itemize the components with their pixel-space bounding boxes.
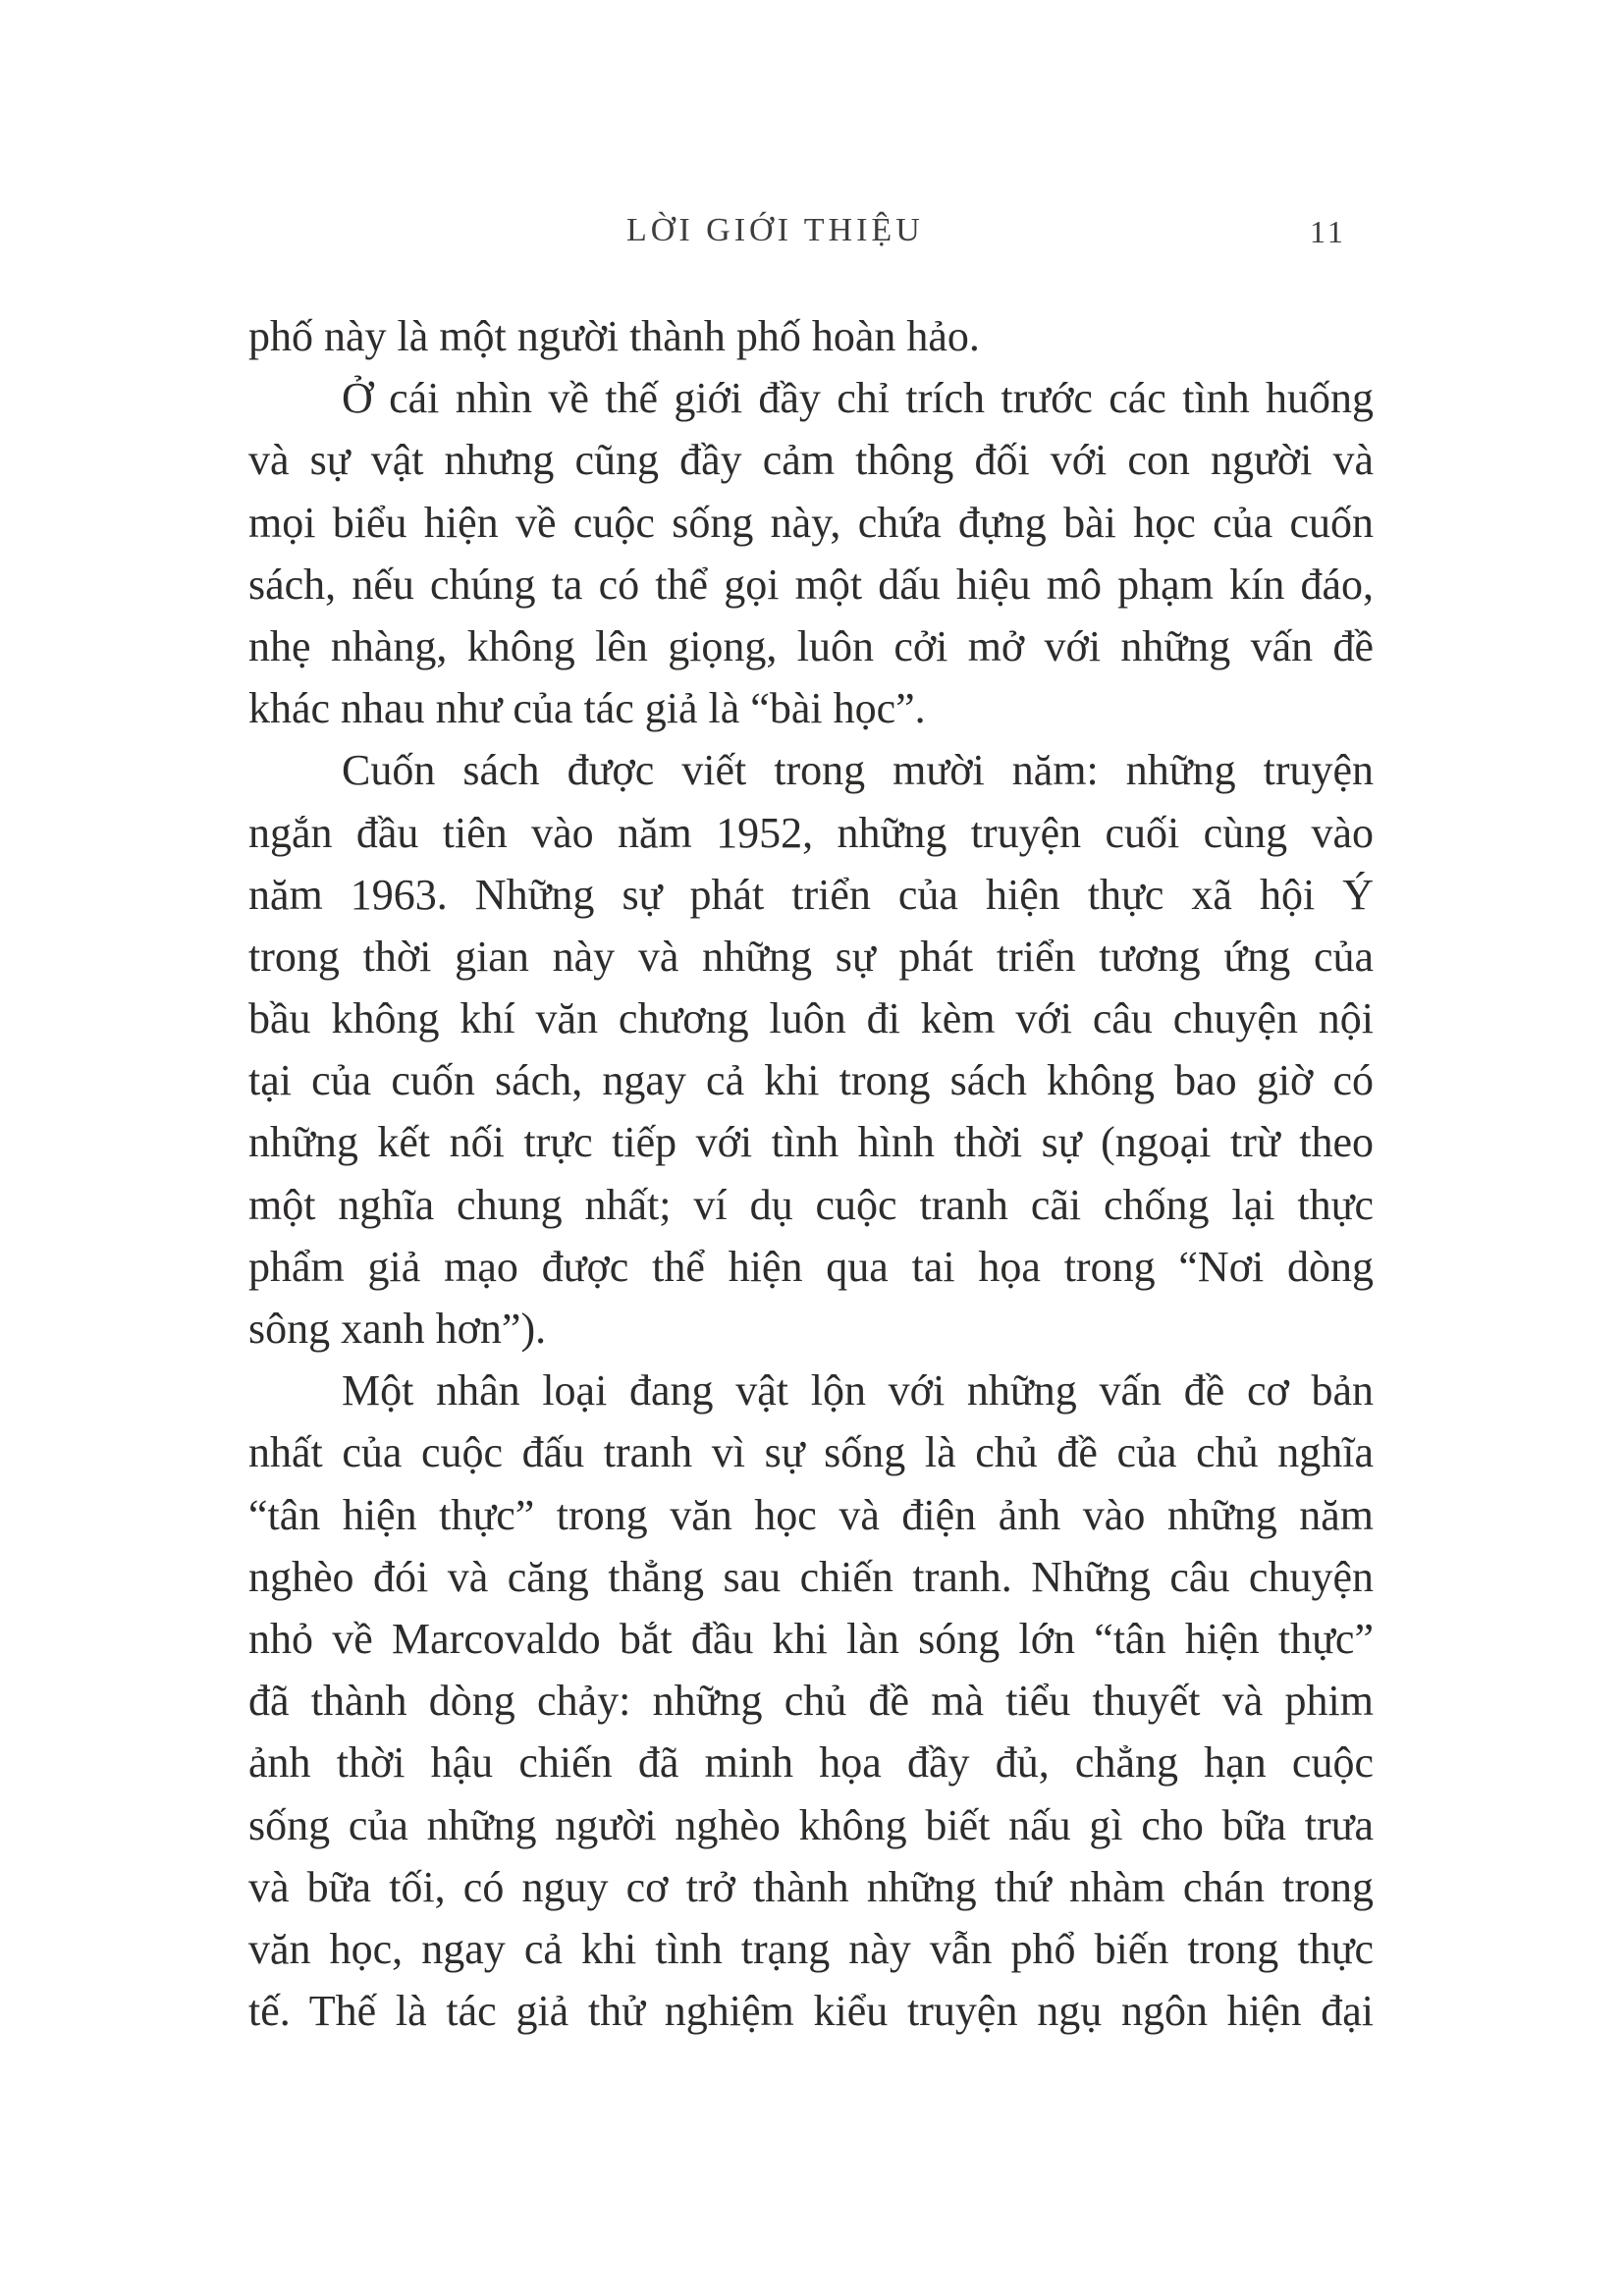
text-line: một nghĩa chung nhất; ví dụ cuộc tranh cãi chống lại thực	[248, 1180, 1374, 1229]
text-line: nhỏ về Marcovaldo bắt đầu khi làn sóng lớn “tân hiện thực”	[248, 1614, 1374, 1663]
text-line: tại của cuốn sách, ngay cả khi trong sách không bao giờ có	[248, 1056, 1374, 1105]
text-line: phố này là một người thành phố hoàn hảo.	[248, 312, 980, 360]
text-line: Ở cái nhìn về thế giới đầy chỉ trích trước các tình huống	[342, 374, 1374, 423]
text-line: nghèo đói và căng thẳng sau chiến tranh. Những câu chuyện	[248, 1552, 1374, 1601]
body-text	[248, 305, 1374, 2042]
text-line: khác nhau như của tác giả là “bài học”.	[248, 684, 926, 733]
text-line: ngắn đầu tiên vào năm 1952, những truyện cuối cùng vào	[248, 808, 1374, 857]
text-line: sông xanh hơn”).	[248, 1305, 547, 1353]
text-line: và bữa tối, có nguy cơ trở thành những thứ nhàm chán trong	[248, 1862, 1374, 1911]
text-line: phẩm giả mạo được thể hiện qua tai họa trong “Nơi dòng	[248, 1242, 1374, 1291]
text-line: sống của những người nghèo không biết nấu gì cho bữa trưa	[248, 1800, 1374, 1849]
running-head-title: LỜI GIỚI THIỆU	[626, 212, 924, 248]
text-line: và sự vật nhưng cũng đầy cảm thông đối với con người và	[248, 436, 1374, 485]
text-line: “tân hiện thực” trong văn học và điện ảnh vào những năm	[248, 1490, 1374, 1539]
text-line: trong thời gian này và những sự phát triển tương ứng của	[248, 932, 1374, 981]
running-head	[0, 0, 1623, 285]
text-line: Cuốn sách được viết trong mười năm: những truyện	[342, 746, 1374, 795]
text-line: nhẹ nhàng, không lên giọng, luôn cởi mở với những vấn đề	[248, 621, 1374, 670]
text-line: mọi biểu hiện về cuộc sống này, chứa đựng bài học của cuốn	[248, 498, 1374, 547]
text-line: đã thành dòng chảy: những chủ đề mà tiểu thuyết và phim	[248, 1677, 1374, 1726]
text-line: sách, nếu chúng ta có thể gọi một dấu hiệu mô phạm kín đáo,	[248, 560, 1374, 609]
text-line: văn học, ngay cả khi tình trạng này vẫn phổ biến trong thực	[248, 1924, 1374, 1973]
text-line: năm 1963. Những sự phát triển của hiện thực xã hội Ý	[248, 870, 1374, 919]
text-line: những kết nối trực tiếp với tình hình thời sự (ngoại trừ theo	[248, 1118, 1374, 1167]
page-number: 11	[1310, 214, 1346, 249]
text-line: ảnh thời hậu chiến đã minh họa đầy đủ, chẳng hạn cuộc	[248, 1738, 1374, 1788]
text-line: Một nhân loại đang vật lộn với những vấn đề cơ bản	[342, 1366, 1374, 1415]
text-line: nhất của cuộc đấu tranh vì sự sống là chủ đề của chủ nghĩa	[248, 1428, 1374, 1477]
text-line: bầu không khí văn chương luôn đi kèm với câu chuyện nội	[248, 994, 1374, 1043]
text-line: tế. Thế là tác giả thử nghiệm kiểu truyện ngụ ngôn hiện đại	[248, 1987, 1374, 2036]
